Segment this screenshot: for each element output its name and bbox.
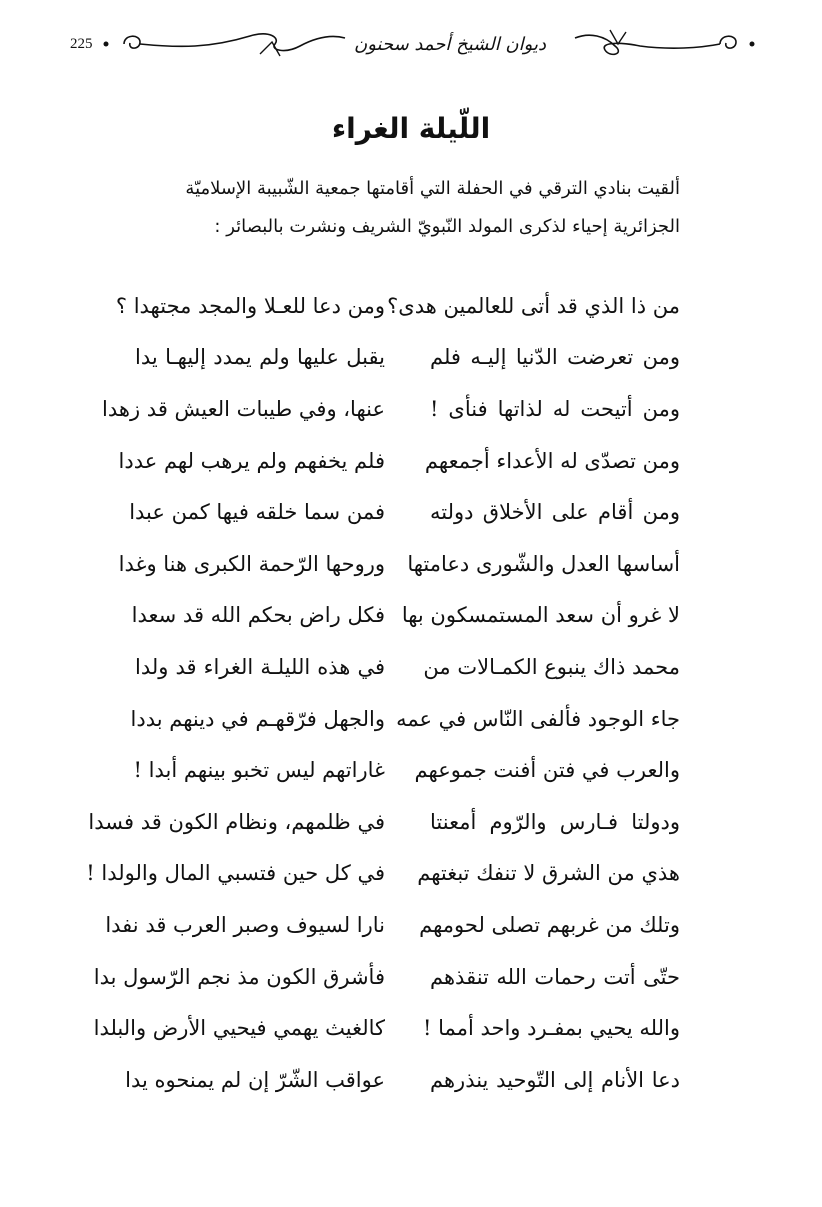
first-hemistich: جاء الوجود فألفى النّاس في عمه [396,706,680,731]
first-hemistich: أساسها العدل والشّورى دعامتها [407,551,680,576]
second-hemistich: فمن سما خلقه فيها كمن عبدا [129,500,385,525]
second-hemistich: ومن دعا للعـلا والمجد مجتهدا ؟ [115,293,385,318]
first-hemistich: ومن أتيحت له لذاتها فنأى ! [430,396,680,421]
verse [135,744,680,796]
page-number: 225 [70,36,93,52]
verse [135,641,680,693]
second-hemistich: وروحها الرّحمة الكبرى هنا وغدا [118,551,385,576]
right-ornament-icon [570,24,760,64]
running-title: ديوان الشيخ أحمد سحنون [354,34,546,55]
verse [93,951,680,1003]
first-hemistich: دعا الأنام إلى التّوحيد ينذرهم [430,1067,680,1092]
left-ornament-icon [100,24,350,64]
verse [135,332,680,384]
first-hemistich: وتلك من غربهم تصلى لحومهم [419,912,680,937]
first-hemistich: حتّى أتت رحمات الله تنقذهم [430,964,680,989]
poem-title: اللّيلة الغراء [331,112,491,145]
verse [118,435,680,487]
first-hemistich: من ذا الذي قد أتى للعالمين هدى؟ [387,293,680,318]
verse [118,538,680,590]
second-hemistich: كالغيث يهمي فيحيي الأرض والبلدا [93,1016,385,1041]
second-hemistich: فكل راض بحكم الله قد سعدا [131,603,385,628]
poem-verses [86,280,680,1106]
second-hemistich: في كل حين فتسبي المال والولدا ! [86,861,385,886]
second-hemistich: غاراتهم ليس تخبو بينهم أبدا ! [133,758,385,783]
first-hemistich: والله يحيي بمفـرد واحد أمما ! [423,1016,680,1041]
first-hemistich: ودولتا فـارس والرّوم أمعنتا [430,809,680,834]
second-hemistich: فلم يخفهم ولم يرهب لهم عددا [118,448,385,473]
second-hemistich: والجهل فرّقهـم في دينهم بددا [130,706,385,731]
verse [131,590,680,642]
second-hemistich: في ظلمهم، ونظام الكون قد فسدا [88,809,385,834]
second-hemistich: يقبل عليها ولم يمدد إليهـا يدا [135,345,385,370]
second-hemistich: في هذه الليلـة الغراء قد ولدا [135,654,385,679]
first-hemistich: لا غرو أن سعد المستمسكون بها [401,603,680,628]
verse [105,899,680,951]
second-hemistich: نارا لسيوف وصبر العرب قد نفدا [105,912,385,937]
verse [86,848,680,900]
verse [130,693,680,745]
verse [93,1002,680,1054]
verse [125,1054,680,1106]
intro-line: الجزائرية إحياء لذكرى المولد النّبويّ الشريف ونشرت بالبصائر : [214,216,680,237]
second-hemistich: عواقب الشّرّ إن لم يمنحوه يدا [125,1067,385,1092]
verse [129,486,680,538]
verse [115,280,680,332]
first-hemistich: ومن أقام على الأخلاق دولته [430,500,680,525]
page-header [70,22,760,68]
first-hemistich: ومن تصدّى له الأعداء أجمعهم [424,448,680,473]
intro-line: ألقيت بنادي الترقي في الحفلة التي أقامتها جمعية الشّبيبة الإسلاميّة [185,178,680,199]
first-hemistich: والعرب في فتن أفنت جموعهم [414,758,680,783]
verse [88,796,680,848]
second-hemistich: عنها، وفي طيبات العيش قد زهدا [102,396,385,421]
first-hemistich: ومن تعرضت الدّنيا إليـه فلم [430,345,680,370]
first-hemistich: هذي من الشرق لا تنفك تبغتهم [417,861,680,886]
first-hemistich: محمد ذاك ينبوع الكمـالات من [423,654,680,679]
second-hemistich: فأشرق الكون مذ نجم الرّسول بدا [93,964,385,989]
verse [102,383,680,435]
intro-text [135,170,680,246]
